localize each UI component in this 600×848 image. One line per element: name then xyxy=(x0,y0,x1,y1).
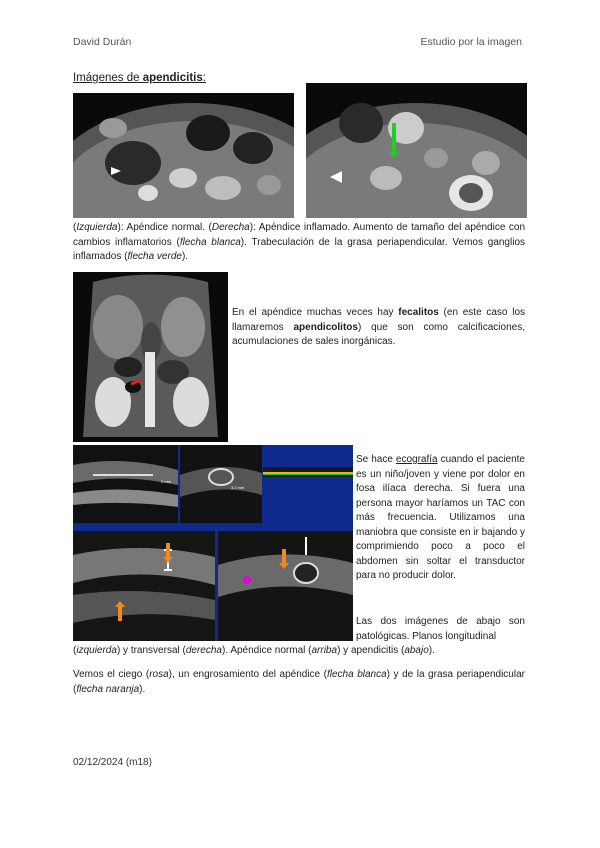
ultrasound-composite xyxy=(73,445,353,641)
caption-planes: (izquierda) y transversal (derecha). Apéndice normal (arriba) y apendicitis (abajo). xyxy=(73,645,435,656)
caption-ct-axial: (Izquierda): Apéndice normal. (Derecha): Apéndice inflamado. Aumento de tamaño del apéndice con cambios inflamatorios (flecha blanca). Trabeculación de la grasa periapendicular. Vemos ganglios inflamados (flecha verde). xyxy=(73,222,526,262)
header-course: Estudio por la imagen xyxy=(420,36,522,48)
header-author: David Durán xyxy=(73,36,132,48)
caption-findings: Vemos el ciego (rosa), un engrosamiento del apéndice (flecha blanca) y de la grasa periapendicular (flecha naranja). xyxy=(73,669,525,695)
ultrasound-pathologic-longitudinal xyxy=(73,531,215,641)
ultrasound-normal-longitudinal xyxy=(73,445,178,523)
ultrasound-pathologic-transverse xyxy=(218,531,353,641)
footer-date: 02/12/2024 (m18) xyxy=(73,757,152,768)
caption-ultrasound: Se hace ecografía cuando el paciente es un niño/joven y viene por dolor en fosa ilíaca derecha. Si fuera una persona mayor haríamos un TAC con más frecuencia. Utilizamos una maniobra que consiste en ir bajando y comprimiendo poco a poco el abdomen sin soltar el transductor para no producir dolor. xyxy=(356,454,525,581)
caption-appendicolith: En el apéndice muchas veces hay fecalitos (en este caso los llamaremos apendicolitos) que son como calcificaciones, acumulaciones de sales inorgánicas. xyxy=(232,307,526,347)
us-measure-label-a: 2 mm xyxy=(161,479,171,484)
ct-image-coronal-appendicolith xyxy=(73,272,228,442)
us-measure-label-b: 3,2 mm xyxy=(231,485,245,490)
ultrasound-normal-transverse xyxy=(180,445,262,523)
ct-image-inflamed-appendix xyxy=(306,83,527,218)
caption-ultrasound-pathologic: Las dos imágenes de abajo son patológicas. Planos longitudinal xyxy=(356,616,525,642)
ct-image-normal-appendix xyxy=(73,93,294,218)
pink-cecum-marker xyxy=(243,576,251,584)
page-title: Imágenes de apendicitis: xyxy=(73,72,206,84)
